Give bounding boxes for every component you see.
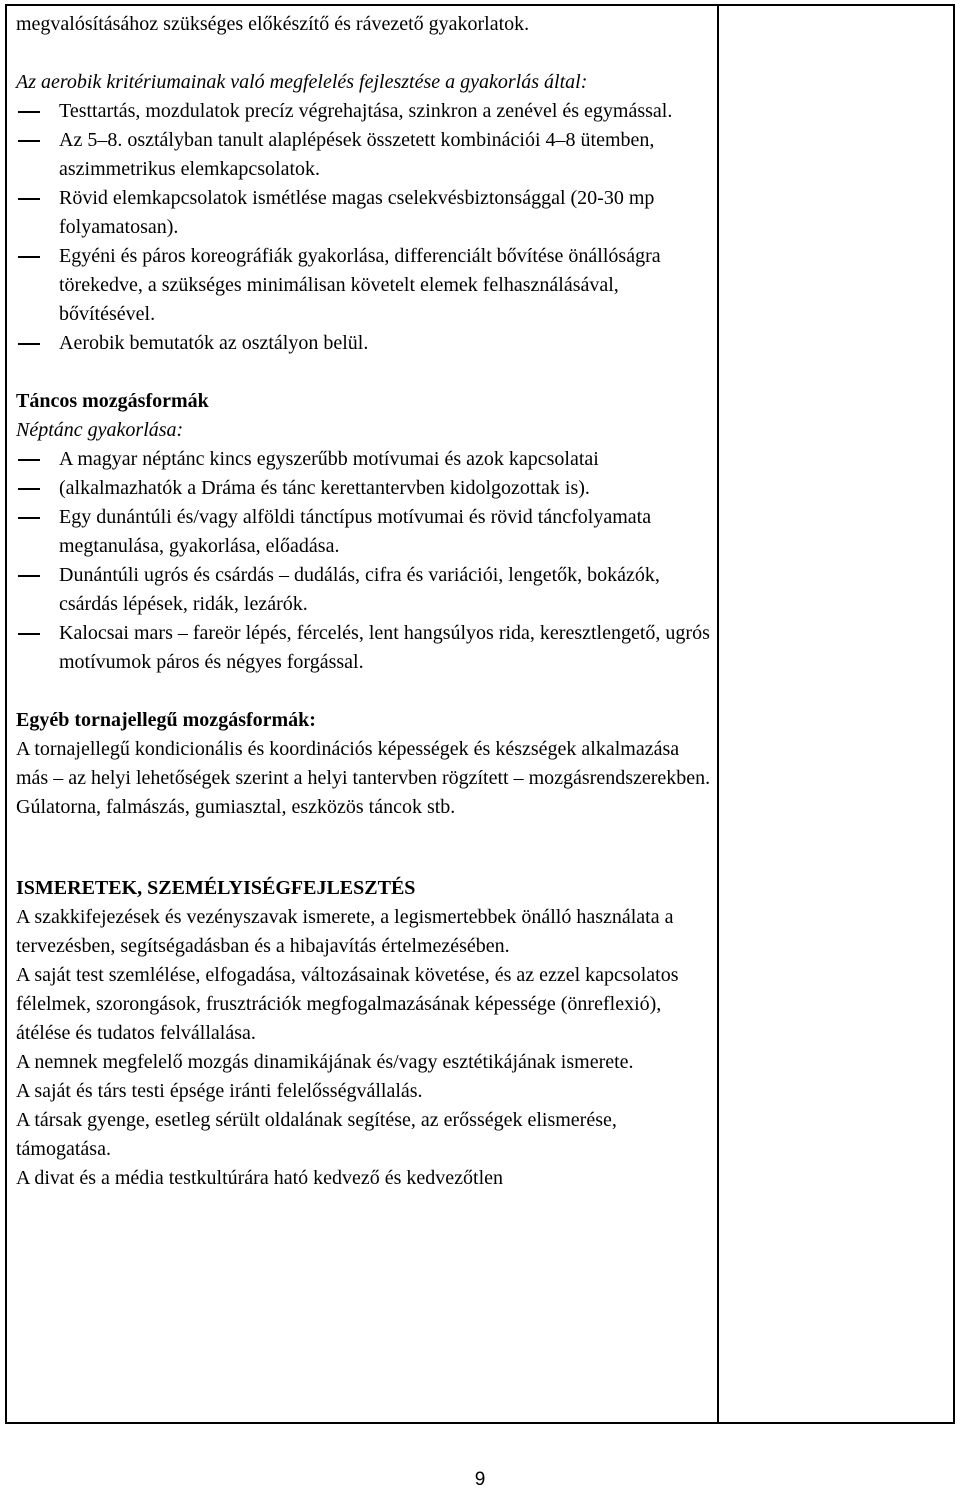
list-item: (alkalmazhatók a Dráma és tánc kerettantervben kidolgozottak is). (16, 474, 711, 503)
intro-line: megvalósításához szükséges előkészítő és rávezető gyakorlatok. (16, 13, 530, 35)
list-item: Dunántúli ugrós és csárdás – dudálás, cifra és variációi, lengetők, bokázók, csárdás lépések, ridák, lezárók. (16, 561, 711, 619)
dash-bullet (18, 140, 40, 142)
page-number: 9 (474, 1469, 486, 1490)
list-item: Egy dunántúli és/vagy alföldi tánctípus motívumai és rövid táncfolyamata megtanulása, gyakorlása, előadása. (16, 503, 711, 561)
dash-bullet (18, 343, 40, 345)
content-column (7, 6, 719, 1422)
list-item: Aerobik bemutatók az osztályon belül. (16, 329, 711, 358)
knowledge-paragraph: A saját és társ testi épsége iránti felelősségvállalás. (16, 1080, 423, 1102)
dash-bullet (18, 111, 40, 113)
list-item: Az 5–8. osztályban tanult alaplépések összetett kombinációi 4–8 ütemben, aszimmetrikus elemkapcsolatok. (16, 126, 711, 184)
notes-column (719, 6, 953, 1422)
dance-list (16, 445, 711, 677)
dash-bullet (18, 256, 40, 258)
knowledge-paragraph: A nemnek megfelelő mozgás dinamikájának és/vagy esztétikájának ismerete. (16, 1051, 634, 1073)
dance-subtitle: Néptánc gyakorlása: (16, 419, 184, 441)
dash-bullet (18, 198, 40, 200)
list-item: Kalocsai mars – fareör lépés, fércelés, lent hangsúlyos rida, keresztlengető, ugrós motívumok páros és négyes forgással. (16, 619, 711, 677)
knowledge-title: ISMERETEK, SZEMÉLYISÉGFEJLESZTÉS (16, 877, 416, 899)
spacer (16, 39, 711, 68)
gym-text: A tornajellegű kondicionális és koordinációs képességek és készségek alkalmazása más – az helyi lehetőségek szerint a helyi tantervben rögzített – mozgásrendszerekben. (16, 738, 711, 789)
dash-bullet (18, 488, 40, 490)
aerobic-list (16, 97, 711, 358)
spacer (16, 822, 711, 874)
knowledge-paragraph: A szakkifejezések és vezényszavak ismerete, a legismertebbek önálló használata a tervezésben, segítségadásban és a hibajavítás értelmezésében. (16, 906, 674, 957)
list-item: Egyéni és páros koreográfiák gyakorlása, differenciált bővítése önállóságra törekedve, a szükséges minimálisan követelt elemek felhasználásával, bővítésével. (16, 242, 711, 329)
dash-bullet (18, 633, 40, 635)
spacer (16, 677, 711, 706)
knowledge-paragraph: A divat és a média testkultúrára ható kedvező és kedvezőtlen (16, 1167, 504, 1189)
knowledge-paragraph: A társak gyenge, esetleg sérült oldalának segítése, az erősségek elismerése, támogatása. (16, 1109, 617, 1160)
dash-bullet (18, 575, 40, 577)
gym-title: Egyéb tornajellegű mozgásformák: (16, 709, 316, 731)
dance-title: Táncos mozgásformák (16, 390, 209, 412)
dash-bullet (18, 459, 40, 461)
list-item: Testtartás, mozdulatok precíz végrehajtása, szinkron a zenével és egymással. (16, 97, 711, 126)
list-item: A magyar néptánc kincs egyszerűbb motívumai és azok kapcsolatai (16, 445, 711, 474)
content-table (5, 4, 955, 1424)
spacer (16, 358, 711, 387)
knowledge-paragraph: A saját test szemlélése, elfogadása, változásainak követése, és az ezzel kapcsolatos félelmek, szorongások, frusztrációk megfogalmazásának képessége (önreflexió), átélése és tudatos felvállalása. (16, 964, 679, 1044)
aerobic-heading: Az aerobik kritériumainak való megfelelés fejlesztése a gyakorlás által: (16, 71, 588, 93)
dash-bullet (18, 517, 40, 519)
gym-examples: Gúlatorna, falmászás, gumiasztal, eszközös táncok stb. (16, 796, 456, 818)
list-item: Rövid elemkapcsolatok ismétlése magas cselekvésbiztonsággal (20-30 mp folyamatosan). (16, 184, 711, 242)
